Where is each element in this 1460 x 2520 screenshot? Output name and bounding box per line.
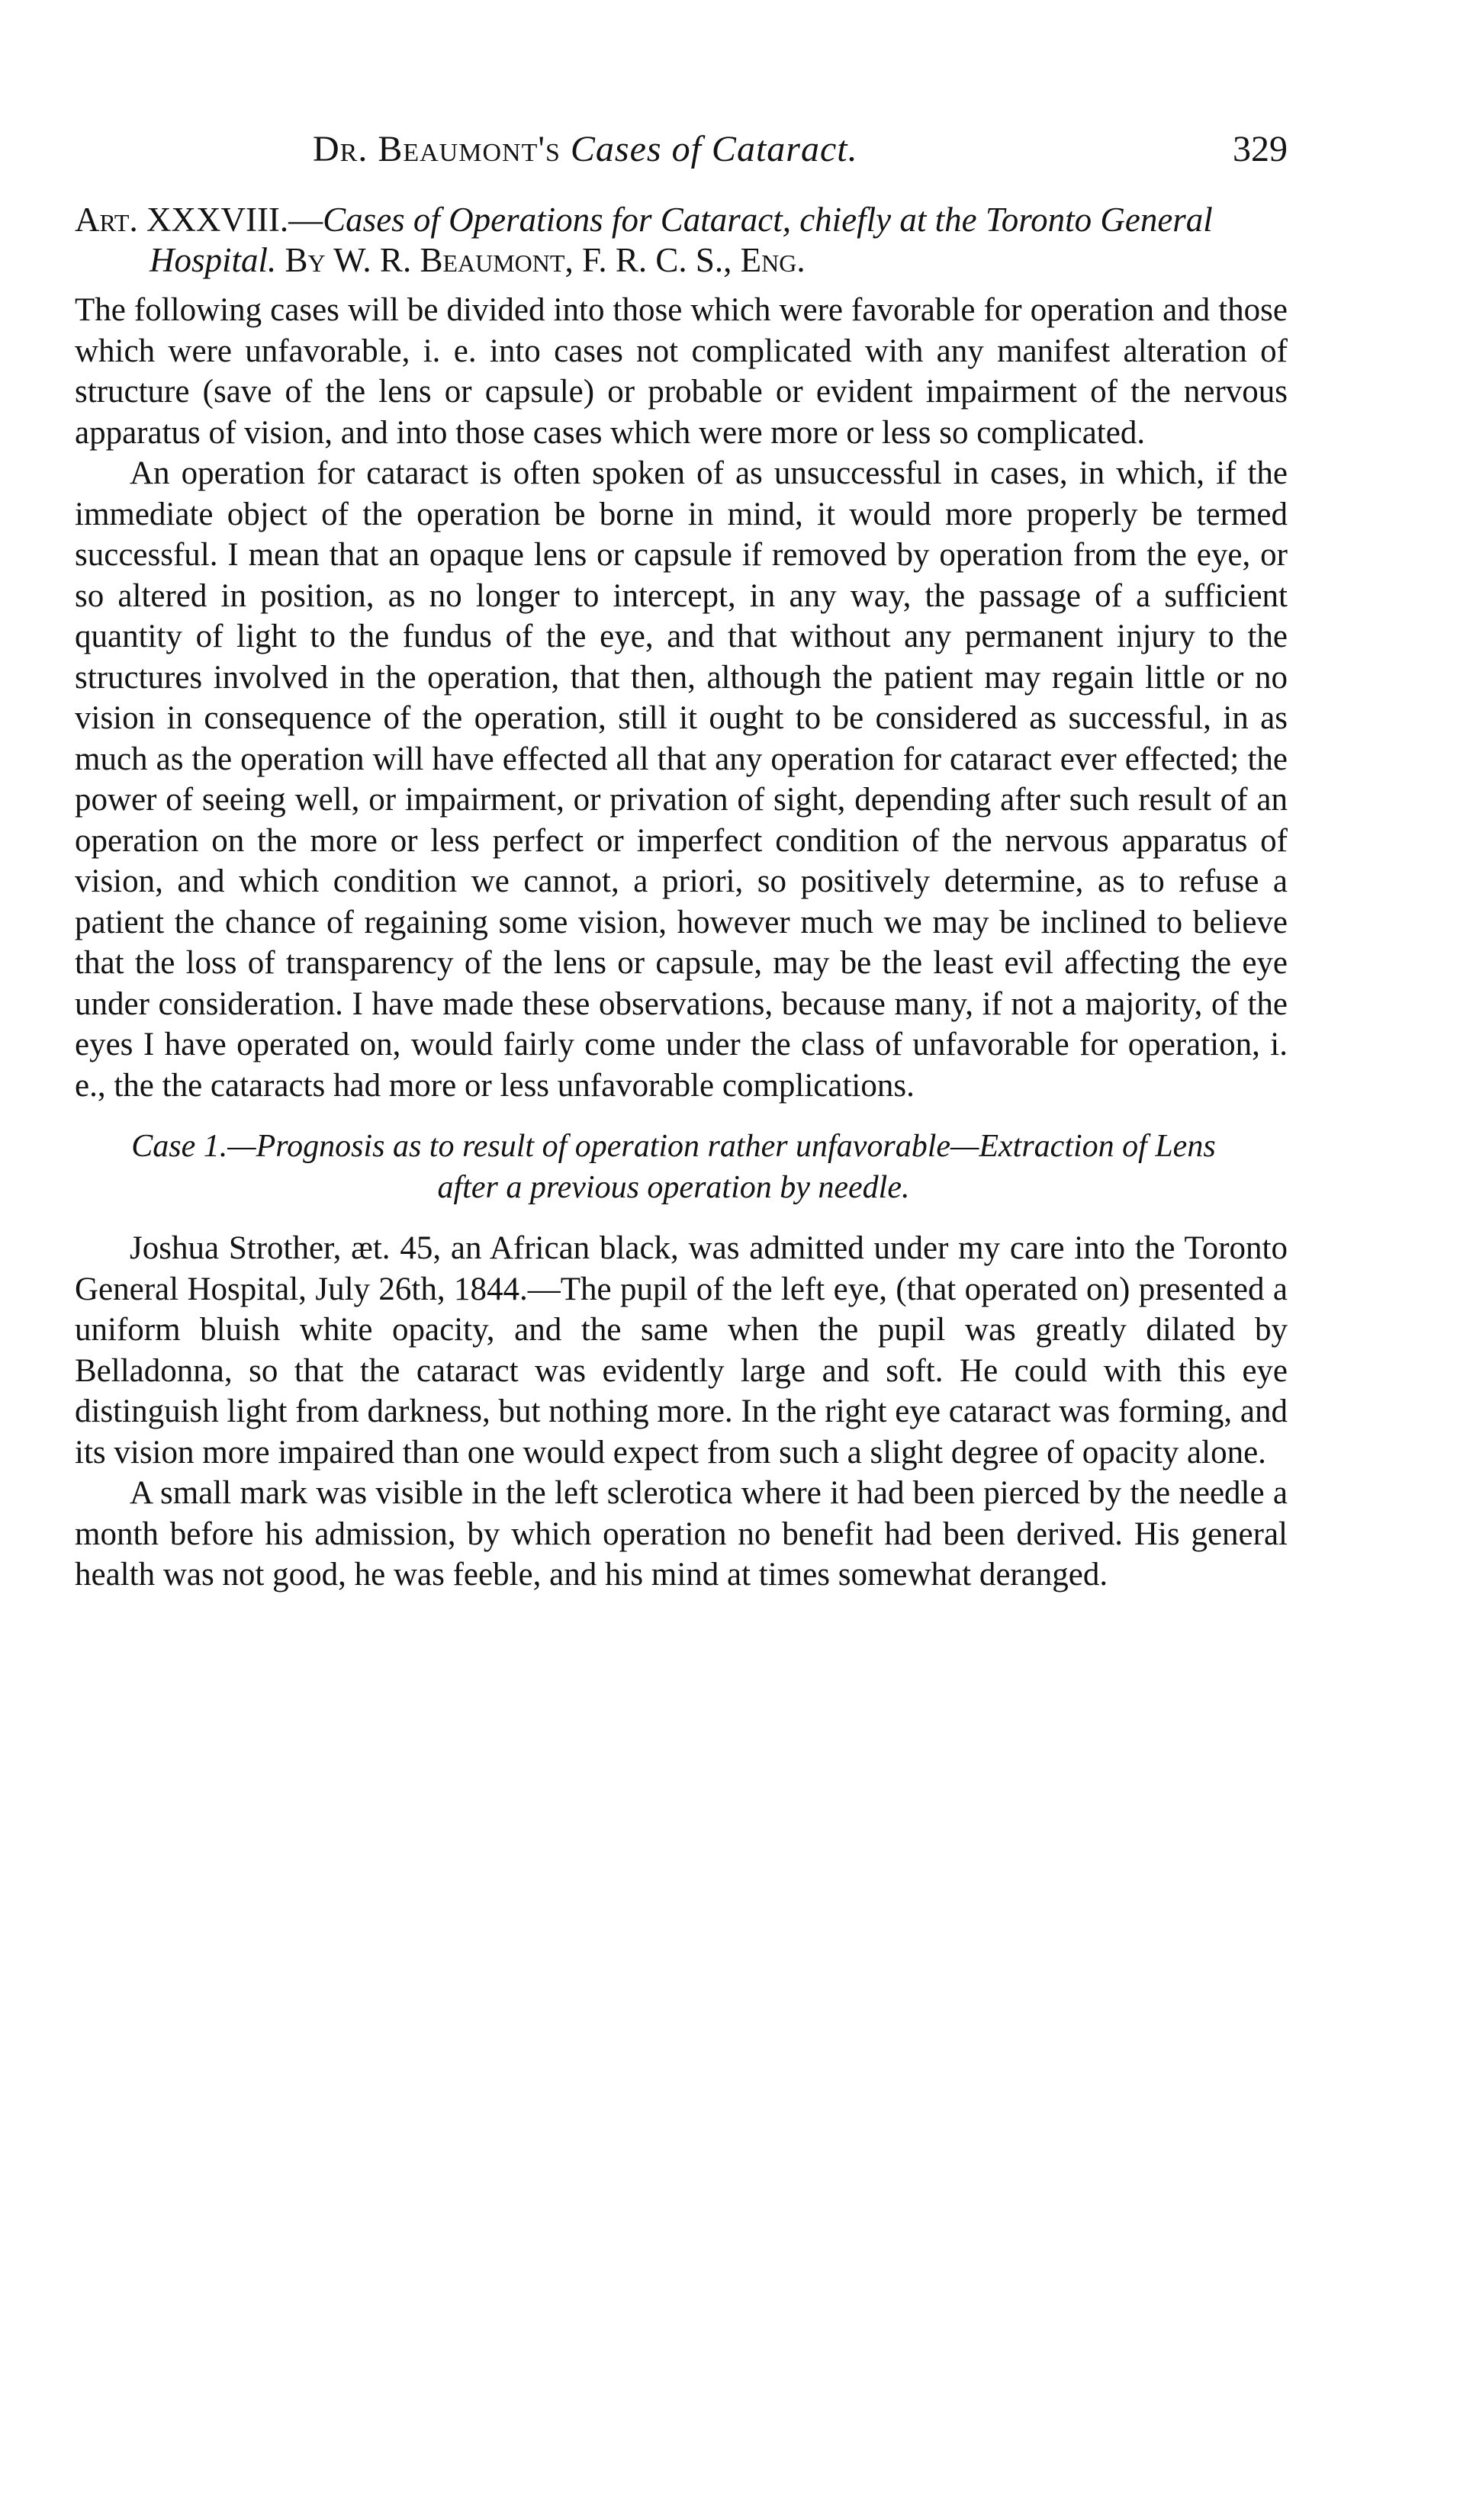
article-label: Art. XXXVIII.— xyxy=(75,201,323,239)
paragraph-4: A small mark was visible in the left sclerotica where it had been pierced by the needle a month before his admission, by which operation no benefit had been derived. His general health was not good, he was feeble, and his mind at times somewhat deranged. xyxy=(75,1475,1288,1593)
article-heading xyxy=(75,200,1288,281)
article-byline: By W. R. Beaumont, F. R. C. S., Eng. xyxy=(285,241,806,279)
article-body xyxy=(75,200,1288,1596)
page-number: 329 xyxy=(1233,129,1288,169)
article-title: Cases of Operations for Cataract, chiefly at the Toronto General Hospital. xyxy=(150,201,1213,279)
running-title-author: Dr. Beaumont's xyxy=(313,129,561,169)
page-header xyxy=(75,128,1288,183)
running-title xyxy=(313,128,858,170)
paragraph-2: An operation for cataract is often spoken of as unsuccessful in cases, in which, if the immediate object of the operation be borne in mind, it would more properly be termed successful. I mean that an opaque lens or capsule if removed by operation from the eye, or so altered in position, as no longer to intercept, in any way, the passage of a sufficient quantity of light to the fundus of the eye, and that without any permanent injury to the structures involved in the operation, that then, although the patient may regain little or no vision in consequence of the operation, still it ought to be considered as successful, in as much as the operation will have effected all that any operation for cataract ever effected; the power of seeing well, or impairment, or privation of sight, depending after such result of an operation on the more or less perfect or imperfect condition of the nervous apparatus of vision, and which condition we cannot, a priori, so positively determine, as to refuse a patient the chance of regaining some vision, however much we may be inclined to believe that the loss of transparency of the lens or capsule, may be the least evil affecting the eye under consideration. I have made these observations, because many, if not a majority, of the eyes I have operated on, would fairly come under the class of unfavorable for operation, i. e., the the cataracts had more or less unfavorable complications. xyxy=(75,455,1288,1104)
case-1-heading: Case 1.—Prognosis as to result of operation rather unfavorable—Extraction of Lens after a previous operation by needle. xyxy=(131,1129,1216,1205)
paragraph-3: Joshua Strother, æt. 45, an African black, was admitted under my care into the Toronto General Hospital, July 26th, 1844.—The pupil of the left eye, (that operated on) presented a uniform bluish white opacity, and the same when the pupil was greatly dilated by Belladonna, so that the cataract was evidently large and soft. He could with this eye distinguish light from darkness, but nothing more. In the right eye cataract was forming, and its vision more impaired than one would expect from such a slight degree of opacity alone. xyxy=(75,1230,1288,1471)
running-title-subject: Cases of Cataract. xyxy=(570,129,858,169)
paragraph-1: The following cases will be divided into those which were favorable for operation and those which were unfavorable, i. e. into cases not complicated with any manifest alteration of structure (save of the lens or capsule) or probable or evident impairment of the nervous apparatus of vision, and into those cases which were more or less so complicated. xyxy=(75,292,1288,451)
